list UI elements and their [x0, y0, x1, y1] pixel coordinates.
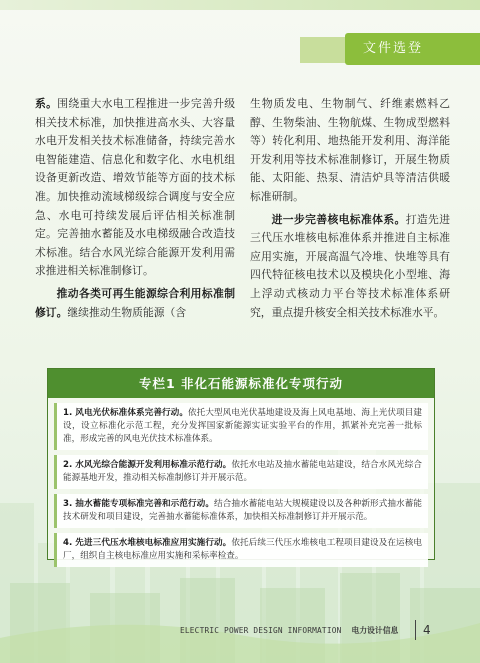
- left-paragraph-2-text: 继续推动生物质能源（含: [67, 305, 187, 319]
- box-item-1-text: 依托大型风电光伏基地建设及海上风电基地、海上光伏项目建设，设立标准化示范工程，充分发挥国家新能源实证实验平台的作用，抓紧补充完善一批标准，形成完善的风电光伏技术标准体系。: [63, 408, 422, 444]
- box-item-4-bold: 4. 先进三代压水堆核电标准应用实施行动。: [63, 538, 232, 548]
- right-paragraph-2-text: 打造先进三代压水堆核电标准体系并推进自主标准应用实施，开展高温气冷堆、快堆等具有四代特征核电技术以及模块化小型堆、海上浮动式核动力平台等技术标准体系研究，重点提升核安全相关技术标准水平。: [250, 212, 451, 319]
- page-number: 4: [423, 623, 431, 637]
- section-tab: 文件选登: [345, 33, 480, 65]
- footer-journal: [180, 623, 410, 639]
- right-paragraph-2: [250, 211, 450, 323]
- right-column: [250, 95, 450, 322]
- box-item-2: [54, 455, 428, 489]
- top-accent-bar: [0, 0, 480, 10]
- right-paragraph-2-bold: 进一步完善核电标准体系。: [271, 212, 406, 226]
- left-paragraph-1-bold: 系。: [35, 97, 58, 110]
- box-item-3-text: 结合抽水蓄能电站大规模建设以及各种新形式抽水蓄能技术研发和项目建设，完善抽水蓄能标准体系，加快相关标准制修订并开展示范。: [63, 499, 422, 522]
- box-item-1-bold: 1. 风电光伏标准体系完善行动。: [63, 408, 188, 418]
- special-column-box: [47, 368, 435, 560]
- left-paragraph-2: [35, 285, 235, 322]
- box-item-4-text: 依托后续三代压水堆核电工程项目建设及在运核电厂，组织自主核电标准应用实施和采标率检查。: [63, 538, 422, 561]
- box-title: 专栏1 非化石能源标准化专项行动: [48, 369, 434, 398]
- left-column: [35, 95, 235, 322]
- footer-journal-en: ELECTRIC POWER DESIGN INFORMATION: [180, 626, 342, 635]
- box-item-4: [54, 533, 428, 567]
- footer-divider: [415, 620, 416, 640]
- box-item-3-bold: 3. 抽水蓄能专项标准完善和示范行动。: [63, 499, 215, 509]
- box-item-1: [54, 403, 428, 450]
- box-item-3: [54, 494, 428, 528]
- right-paragraph-1: 生物质发电、生物制气、纤维素燃料乙醇、生物柴油、生物航煤、生物成型燃料等）转化利用、地热能开发利用、海洋能开发利用等技术标准制修订，开展生物质能、太阳能、热泵、清洁炉具等清洁供暖标准研制。: [250, 97, 450, 203]
- left-paragraph-1: [35, 95, 235, 281]
- box-item-2-text: 依托水电站及抽水蓄能电站建设，结合水风光综合能源基地开发，推动相关标准制修订并开展示范。: [63, 460, 422, 483]
- left-paragraph-2-bold: 推动各类可再生能源综合利用标准制修订。: [35, 286, 235, 319]
- box-item-2-bold: 2. 水风光综合能源开发利用标准示范行动。: [63, 460, 232, 470]
- left-paragraph-1-text: 围绕重大水电工程推进一步完善升级相关技术标准，加快推进高水头、大容量水电开发相关技术标准储备，持续完善水电智能建造、信息化和数字化、水电机组设备更新改造、增效节能等方面的技术标准。加快推动流域梯级综合调度与安全应急、水电可持续发展后评估相关标准制定。完善抽水蓄能及水电梯级融合改造技术标准。结合水风光综合能源开发利用需求推进相关标准制修订。: [35, 97, 236, 278]
- footer-journal-cn: 电力设计信息: [351, 626, 399, 635]
